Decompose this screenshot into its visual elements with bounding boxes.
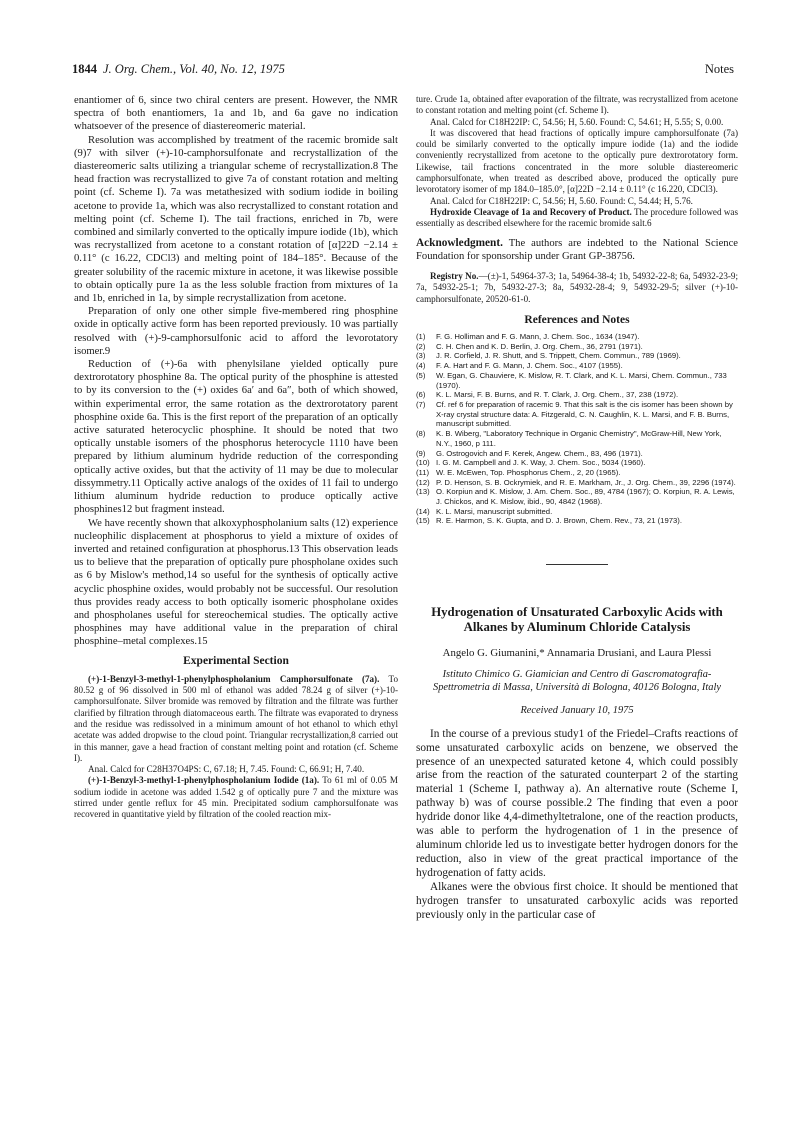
experimental-paragraph: [74, 674, 398, 764]
compound-heading: (+)-1-Benzyl-3-methyl-1-phenylphospholanium Camphorsulfonate (7a).: [88, 673, 380, 684]
analysis-line: Anal. Calcd for C18H22IP: C, 54.56; H, 5.60. Found: C, 54.61; H, 5.55; S, 0.00.: [430, 116, 724, 127]
registry-numbers: [416, 271, 738, 305]
experimental-text: To 80.52 g of 96 dissolved in 500 ml of ethanol was added 78.24 g of silver (+)-10-camphorsulfonate. Silver bromide was removed by filtration and the filtrate was further clarified by filtration through diatomaceous earth. The filtrate was evaporated to dryness and the residue was redissolved in a minimum amount of hot ethanol to which ethyl acetate was added dropwise to the cloud point. Triangular recrystallization,8 carried out in this manner, gave a head fraction of constant melting point and rotation (cf. Scheme I).: [74, 673, 399, 763]
reference-item: (1) F. G. Holliman and F. G. Mann, J. Chem. Soc., 1634 (1947).: [416, 332, 640, 342]
registry-heading: Registry No.: [430, 270, 479, 281]
article-title: Hydrogenation of Unsaturated Carboxylic Acids with Alkanes by Aluminum Chloride Catalysis: [431, 605, 723, 635]
experimental-text: The procedure followed was essentially as described elsewhere for the racemic bromide salt.6: [416, 206, 739, 229]
paragraph: Alkanes were the obvious first choice. It should be mentioned that hydrogen transfer to unsaturated carboxylic acids was reported previously only in the particular case of: [416, 880, 738, 921]
reference-item: (15) R. E. Harmon, S. K. Gupta, and D. J. Brown, Chem. Rev., 73, 21 (1973).: [416, 516, 682, 526]
procedure-heading: Hydroxide Cleavage of 1a and Recovery of Product.: [430, 206, 632, 217]
reference-item: (5) W. Egan, G. Chauviere, K. Mislow, R. T. Clark, and K. L. Marsi, Chem. Commun., 733 (1970).: [416, 370, 727, 390]
reference-item: (7) Cf. ref 6 for preparation of racemic 9. That this salt is the cis isomer has been shown by X-ray crystal structure data: A. Fitzgerald, C. N. Caughlin, K. L. Marsi, and F. B. Burns, manuscript submitted.: [416, 399, 733, 429]
compound-heading: (+)-1-Benzyl-3-methyl-1-phenylphospholanium Iodide (1a).: [88, 775, 320, 786]
reference-item: (4) F. A. Hart and F. G. Mann, J. Chem. Soc., 4107 (1955).: [416, 361, 623, 371]
left-column: [74, 94, 398, 821]
acknowledgment-heading: Acknowledgment.: [416, 236, 503, 249]
experimental-paragraph: [74, 775, 398, 820]
reference-item: (2) C. H. Chen and K. D. Berlin, J. Org. Chem., 36, 2791 (1971).: [416, 341, 643, 351]
reference-item: (8) K. B. Wiberg, "Laboratory Technique in Organic Chemistry", McGraw-Hill, New York, N.Y., 1960, p 111.: [416, 429, 722, 448]
acknowledgment: [416, 237, 738, 263]
article-authors: Angelo G. Giumanini,* Annamaria Drusiani, and Laura Plessi: [442, 647, 712, 660]
acknowledgment-text: The authors are indebted to the National Science Foundation for sponsorship under Grant GP-38756.: [416, 237, 738, 262]
experimental-heading: Experimental Section: [183, 654, 289, 667]
reference-item: (12) P. D. Henson, S. B. Ockrymiek, and R. E. Markham, Jr., J. Org. Chem., 39, 2296 (1974).: [416, 477, 736, 487]
paragraph: In the course of a previous study1 of the Friedel–Crafts reactions of some unsaturated carboxylic acids on benzene, we observed the presence of an unexpected saturated ketone 4, which could possibly arise from the reaction of the saturated counterpart 2 of the starting material 1 (Scheme I, pathway a). An alternative route (Scheme I, pathway b) was of course possible.2 The finding that even a poor hydride donor like 4,4-dimethyltetralone, one of the reaction products, was able to perform the hydrogenation of 1 in the presence of aluminum chloride led us to investigate better hydrogen donors for the reduction, also in view of the great practical importance of the hydrogenation of fatty acids.: [416, 727, 738, 879]
reference-item: (6) K. L. Marsi, F. B. Burns, and R. T. Clark, J. Org. Chem., 37, 238 (1972).: [416, 390, 679, 400]
section-label: Notes: [704, 62, 734, 76]
received-date: Received January 10, 1975: [520, 704, 634, 716]
experimental-text: ture. Crude 1a, obtained after evaporation of the filtrate, was recrystallized from acetone to constant rotation and melting point (cf. Scheme I).: [416, 94, 738, 116]
registry-text: —(±)-1, 54964-37-3; 1a, 54964-38-4; 1b, 54932-22-8; 6a, 54932-23-9; 7a, 54932-25-1; 7b, 54932-27-3; 8a, 54932-28-4; 9, 54932-29-5; silver (+)-10-camphorsulfonate, 20520-61-0.: [416, 270, 738, 304]
paragraph: We have recently shown that alkoxyphospholanium salts (12) experience nucleophilic displacement at phosphorus to yield a mixture of oxides of inverted and retained configuration at phosphorus.13 This observation leads us to believe that the preparation of optically pure phospholane oxides such as 6 by Mislow's method,14 so useful for the synthesis of optically active acyclic phosphine oxides, would probably not be successful. Our resolution thus provides ready access to both optically isomeric phospholane oxides and phospholanes useful for stereochemical studies. The optically active phosphines may have additional value in the preparation of chiral phosphine–metal complexes.15: [74, 517, 398, 648]
paragraph: Resolution was accomplished by treatment of the racemic bromide salt (9)7 with silver (+)-10-camphorsulfonate and recrystallization of the diastereomeric salts utilizing a triangular scheme of recrystallization.8 The head fraction was recrystallized to give 7a of constant rotation and melting point (cf. Scheme I). 7a was metathesized with sodium iodide in boiling acetone to provide 1a, which was also recrystallized to constant rotation and melting point (cf. Scheme I). The tail fractions, enriched in 7b, were combined and similarly converted to the optically impure iodide (1b), which was recrystallized from acetone to a constant rotation of [α]22D −2.14 ± 0.11° (c 16.22, CDCl3) and melting point of 184–185°. Because of the greater solubility of the racemic mixture in acetone, it was likewise possible to obtain optically pure 1a as the less soluble fraction from mixtures of 1a and 1b, enriched in 1a, by simple recrystallization from acetone.: [74, 134, 398, 305]
page-header: [72, 62, 734, 82]
experimental-paragraph: [416, 207, 738, 230]
reference-item: (13) O. Korpiun and K. Mislow, J. Am. Chem. Soc., 89, 4784 (1967); O. Korpiun, R. A. Lewis, J. Chickos, and K. Mislow, ibid., 90, 4842 (1968).: [416, 487, 735, 507]
paragraph: Preparation of only one other simple five-membered ring phosphine oxide in optically active form has been reported previously. 10 was partially resolved with (+)-9-camphorsulfonic acid to afford the levorotatory isomer.9: [74, 306, 398, 357]
reference-item: (9) G. Ostrogovich and F. Kerek, Angew. Chem., 83, 496 (1971).: [416, 448, 643, 458]
reference-item: (11) W. E. McEwen, Top. Phosphorus Chem., 2, 20 (1965).: [416, 467, 621, 477]
analysis-line: Anal. Calcd for C18H22IP: C, 54.56; H, 5.60. Found: C, 54.44; H, 5.76.: [430, 195, 693, 206]
experimental-text: To 61 ml of 0.05 M sodium iodide in acetone was added 1.542 g of optically pure 7 and the mixture was stirred under gentle reflux for 45 min. Precipitated sodium camphorsulfonate was recovered in quantitative yield by filtration of the cooled reaction mix-: [74, 775, 398, 820]
section-divider: [546, 564, 608, 565]
paragraph: enantiomer of 6, since two chiral centers are present. However, the NMR spectra of both enantiomers, 1a and 1b, and 6a gave no indication whatsoever of the presence of diastereomeric material.: [74, 95, 398, 133]
experimental-text: It was discovered that head fractions of optically impure camphorsulfonate (7a) could be similarly converted to the optically impure iodide (1a) and the iodide conveniently recrystallized from acetone to the optically pure dextrorotatory form. Likewise, tail fractions concentrated in the more soluble diastereomeric camphorsulfonate, when treated as described above, produced the optically pure levorotatory isomer of mp 184.0–185.0°, [α]22D −2.14 ± 0.11° (c 16.220, CDCl3).: [416, 127, 738, 195]
analysis-line: Anal. Calcd for C28H37O4PS: C, 67.18; H, 7.45. Found: C, 66.91; H, 7.40.: [88, 764, 365, 775]
paragraph: Reduction of (+)-6a with phenylsilane yielded optically pure dextrorotatory phosphine 8a. The optical purity of the phosphine is attested to by its conversion to the (+) oxides 6a′ and 6a″, both of which showed, within experimental error, the same rotation as the dextrorotatory parent phosphine oxide 6a. This is the first report of the preparation of an optically active saturated heterocyclic phosphine. It should be noted that two optically unstable isomers of the phosphorus heterocycle 1110 have been prepared by lithium aluminum hydride reduction of the corresponding optically active oxides, but that the activity of 11 may be due to molecular dissymmetry.11 Optically active analogs of the oxides of 11 fail to undergo lithium aluminum hydride reduction to produce optically active phosphines12 but fragment instead.: [74, 359, 398, 516]
reference-item: (3) J. R. Corfield, J. R. Shutt, and S. Trippett, Chem. Commun., 789 (1969).: [416, 351, 681, 361]
article-affiliation: Istituto Chimico G. Giamician and Centro di Gascromatografia-Spettrometria di Massa, Università di Bologna, 40126 Bologna, Italy: [433, 669, 721, 693]
journal-citation: J. Org. Chem., Vol. 40, No. 12, 1975: [103, 62, 285, 76]
right-column: [416, 94, 738, 922]
reference-item: (10) I. G. M. Campbell and J. K. Way, J. Chem. Soc., 5034 (1960).: [416, 458, 646, 468]
references-heading: References and Notes: [524, 313, 630, 326]
page-number: 1844: [72, 62, 97, 76]
references-list: [416, 332, 738, 526]
reference-item: (14) K. L. Marsi, manuscript submitted.: [416, 506, 553, 516]
